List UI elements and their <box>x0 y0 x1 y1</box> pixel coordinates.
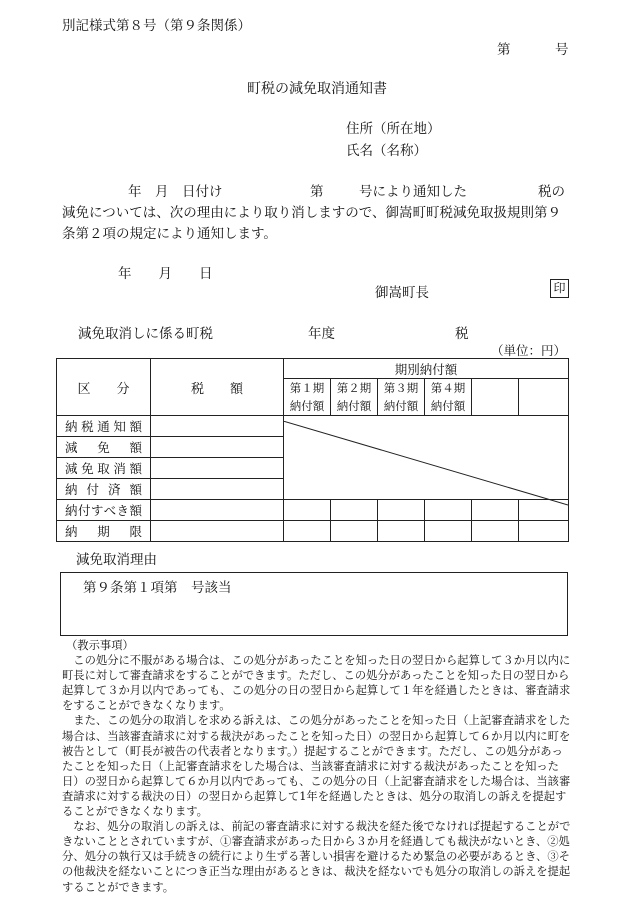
address-label: 住所（所在地） <box>346 121 441 137</box>
header-kibetsu: 期別納付額 <box>284 359 569 379</box>
cell-deadline-p2[interactable] <box>331 521 378 542</box>
doc-number-go: 号 <box>555 42 569 58</box>
row-label-cancel: 減免取消額 <box>57 458 151 479</box>
seal-mark: 印 <box>550 279 569 298</box>
notes-paragraph-1: この処分に不服がある場合は、この処分があったことを知った日の翌日から起算して３か月以内に町長に対して審査請求をすることができます。ただし、この処分があったことを知った日の翌日から起算して３か月以内であっても、この処分の日の翌日から起算して１年を経過したときは、審査請求をすることができなくなります。 <box>62 654 571 713</box>
cell-deadline-p4[interactable] <box>425 521 472 542</box>
notes-paragraph-2: また、この処分の取消しを求める訴えは、この処分があったことを知った日（上記審査請求をした場合は、当該審査請求に対する裁決があったことを知った日）の翌日から起算して６か月以内に町を被告として（町長が被告の代表者となります。）提起することができます。ただし、この処分があったことを知った日（上記審査請求をした場合は、当該審査請求に対する裁決があったことを知った日）の翌日から起算して６か月以内であっても、この処分の日（上記審査請求をした場合は、当該審査請求に対する裁決の日）の翌日から起算して1年を経過したときは、処分の取消しの訴えを提起することができなくなります。 <box>62 714 571 819</box>
header-kubun: 区 分 <box>57 359 151 416</box>
page-title: 町税の減免取消通知書 <box>247 81 387 97</box>
period-2-header: 第２期 納付額 <box>331 379 378 416</box>
subject-label: 減免取消しに係る町税 <box>78 326 213 342</box>
period-3-header: 第３期 納付額 <box>378 379 425 416</box>
diagonal-line <box>283 421 568 506</box>
issue-date: 年 月 日 <box>118 266 213 282</box>
subject-year: 年度 <box>308 326 335 342</box>
cell-deadline-p6[interactable] <box>519 521 569 542</box>
period-4-header: 第４期 納付額 <box>425 379 472 416</box>
body-line2: 減免については、次の理由により取り消しますので、御嵩町町税減免取扱規則第９ <box>62 205 561 221</box>
body-dai: 第 <box>310 184 324 200</box>
row-label-deadline: 納期限 <box>57 521 151 542</box>
cell-exemption-amount[interactable] <box>151 437 284 458</box>
row-label-exemption: 減免額 <box>57 437 151 458</box>
cell-deadline[interactable] <box>151 521 284 542</box>
notes-heading: （教示事項） <box>66 639 134 652</box>
unit-label: （単位：円） <box>491 343 567 358</box>
period-blank-6 <box>519 379 569 416</box>
body-tax: 税の <box>538 184 565 200</box>
cell-cancel-amount[interactable] <box>151 458 284 479</box>
reason-label: 減免取消理由 <box>76 552 157 568</box>
name-label: 氏名（名称） <box>346 143 427 159</box>
header-zeigaku: 税 額 <box>151 359 284 416</box>
instruction-notes <box>62 638 572 895</box>
cell-deadline-p3[interactable] <box>378 521 425 542</box>
row-label-paid: 納付済額 <box>57 479 151 500</box>
reason-box[interactable] <box>60 572 568 636</box>
cell-notice-amount[interactable] <box>151 416 284 437</box>
reason-text: 第９条第１項第 号該当 <box>83 580 232 596</box>
body-line3: 条第２項の規定により通知します。 <box>62 226 277 242</box>
row-label-notice: 納税通知額 <box>57 416 151 437</box>
cell-due-amount[interactable] <box>151 500 284 521</box>
notes-paragraph-3: なお、処分の取消しの訴えは、前記の審査請求に対する裁決を経た後でなければ提起することができないこととされていますが、①審査請求があった日から３か月を経過しても裁決がないとき、②処分、処分の執行又は手続きの続行により生ずる著しい損害を避けるため緊急の必要があるとき、③その他裁決を経ないことにつき正当な理由があるときは、裁決を経ないでも処分の取消しの訴えを提起することができます。 <box>62 820 571 894</box>
cell-deadline-p5[interactable] <box>472 521 519 542</box>
period-1-header: 第１期 納付額 <box>284 379 331 416</box>
row-label-due: 納付すべき額 <box>57 500 151 521</box>
period-blank-5 <box>472 379 519 416</box>
body-date: 年 月 日付け <box>128 184 223 200</box>
subject-tax: 税 <box>455 326 469 342</box>
cell-paid-amount[interactable] <box>151 479 284 500</box>
doc-number-dai: 第 <box>497 42 511 58</box>
cell-deadline-p1[interactable] <box>284 521 331 542</box>
issuer: 御嵩町長 <box>375 285 429 301</box>
body-go: 号により通知した <box>359 184 467 200</box>
form-label: 別記様式第８号（第９条関係） <box>62 18 251 34</box>
